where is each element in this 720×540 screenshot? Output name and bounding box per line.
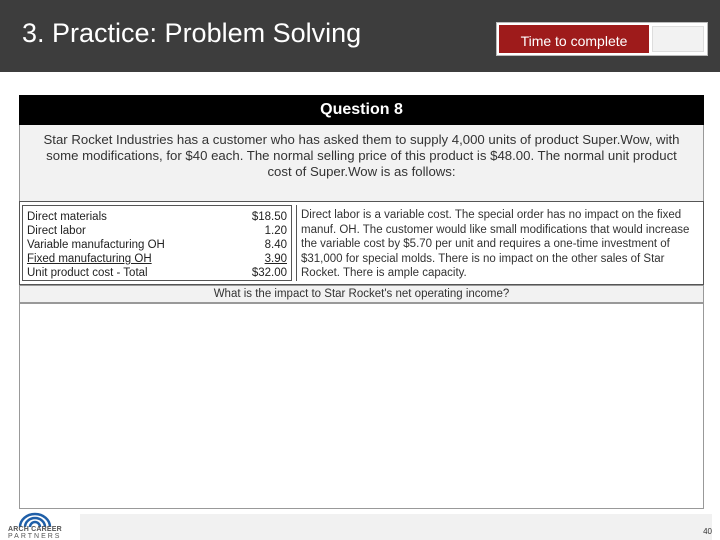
cost-value: 8.40 bbox=[264, 239, 287, 251]
cost-label: Unit product cost - Total bbox=[27, 267, 148, 279]
cost-value: 3.90 bbox=[264, 253, 287, 265]
cost-label: Variable manufacturing OH bbox=[27, 239, 165, 251]
assumption-notes: Direct labor is a variable cost. The special order has no impact on the fixed manuf. OH. The customer would like small modifications that would increase the variable cost by $5.70 per unit and requires a one-time investment of $31,000 for special molds. There is no impact on the other sales of Star Rocket. There is ample capacity. bbox=[296, 205, 700, 281]
timer-box bbox=[496, 22, 708, 56]
cost-value: 1.20 bbox=[264, 225, 287, 237]
cost-value: $32.00 bbox=[251, 267, 287, 279]
question-prompt: What is the impact to Star Rocket's net operating income? bbox=[19, 285, 704, 303]
header-bar bbox=[0, 0, 720, 72]
cost-label: Direct labor bbox=[27, 225, 86, 237]
answer-area[interactable] bbox=[19, 303, 704, 509]
question-heading: Question 8 bbox=[19, 95, 704, 125]
logo-line2: PARTNERS bbox=[8, 533, 62, 540]
footer-bar bbox=[80, 514, 712, 540]
company-logo bbox=[8, 512, 70, 540]
timer-label: Time to complete bbox=[497, 23, 651, 55]
timer-value-field[interactable] bbox=[652, 26, 704, 52]
cost-section bbox=[19, 201, 704, 285]
cost-label: Fixed manufacturing OH bbox=[27, 253, 152, 265]
slide-title: 3. Practice: Problem Solving bbox=[22, 18, 362, 48]
cost-label: Direct materials bbox=[27, 211, 107, 223]
logo-line1: ARCH CAREER bbox=[8, 526, 62, 533]
problem-statement: Star Rocket Industries has a customer who has asked them to supply 4,000 units of product Super.Wow, with some modifications, for $40 each. The normal selling price of this product is $48.00. The normal unit product cost of Super.Wow is as follows: bbox=[43, 132, 680, 179]
problem-statement-box bbox=[19, 125, 704, 202]
cost-table bbox=[22, 205, 292, 281]
cost-value: $18.50 bbox=[251, 211, 287, 223]
page-number: 40 bbox=[703, 527, 712, 536]
